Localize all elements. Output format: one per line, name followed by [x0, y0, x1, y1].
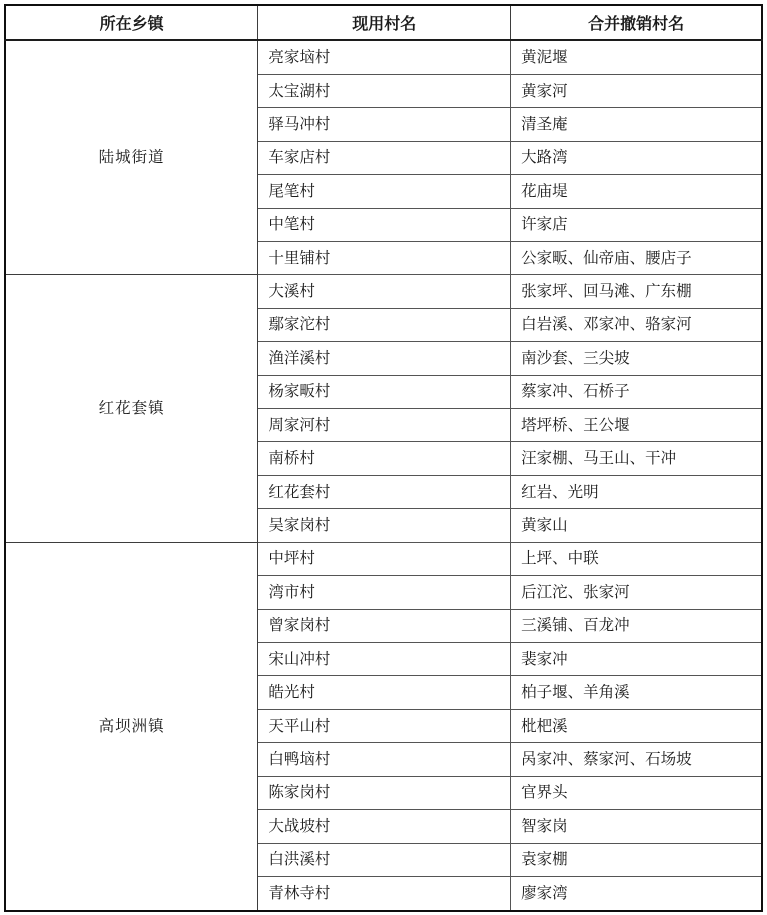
current-village-cell: 吴家岗村 [258, 509, 511, 542]
merged-villages-cell: 裴家冲 [511, 643, 762, 676]
current-village-cell: 天平山村 [258, 709, 511, 742]
merged-villages-cell: 智家岗 [511, 810, 762, 843]
current-village-cell: 中笔村 [258, 208, 511, 241]
merged-villages-cell: 黄家河 [511, 74, 762, 107]
merged-villages-cell: 黄家山 [511, 509, 762, 542]
current-village-cell: 尾笔村 [258, 175, 511, 208]
merged-villages-cell: 清圣庵 [511, 108, 762, 141]
merged-villages-cell: 塔坪桥、王公堰 [511, 409, 762, 442]
col-header-current-village: 现用村名 [258, 5, 511, 40]
merged-villages-cell: 公家畈、仙帝庙、腰店子 [511, 241, 762, 274]
merged-villages-cell: 蔡家冲、石桥子 [511, 375, 762, 408]
current-village-cell: 驿马冲村 [258, 108, 511, 141]
current-village-cell: 杨家畈村 [258, 375, 511, 408]
township-cell: 陆城街道 [5, 40, 258, 275]
merged-villages-cell: 上坪、中联 [511, 542, 762, 575]
merged-villages-cell: 黄泥堰 [511, 40, 762, 74]
current-village-cell: 白鸭垴村 [258, 743, 511, 776]
merged-villages-cell: 柏子堰、羊角溪 [511, 676, 762, 709]
current-village-cell: 大战坡村 [258, 810, 511, 843]
current-village-cell: 亮家垴村 [258, 40, 511, 74]
merged-villages-cell: 汪家棚、马王山、干冲 [511, 442, 762, 475]
merged-villages-cell: 呙家冲、蔡家河、石场坡 [511, 743, 762, 776]
merged-villages-cell: 袁家棚 [511, 843, 762, 876]
header-row [5, 5, 762, 40]
merged-villages-cell: 大路湾 [511, 141, 762, 174]
current-village-cell: 车家店村 [258, 141, 511, 174]
table-row [5, 40, 762, 74]
current-village-cell: 白洪溪村 [258, 843, 511, 876]
current-village-cell: 太宝湖村 [258, 74, 511, 107]
table-header [5, 5, 762, 40]
current-village-cell: 青林寺村 [258, 876, 511, 911]
current-village-cell: 十里铺村 [258, 241, 511, 274]
current-village-cell: 宋山冲村 [258, 643, 511, 676]
current-village-cell: 南桥村 [258, 442, 511, 475]
current-village-cell: 周家河村 [258, 409, 511, 442]
merged-villages-cell: 廖家湾 [511, 876, 762, 911]
merged-villages-cell: 张家坪、回马滩、广东棚 [511, 275, 762, 308]
township-cell: 红花套镇 [5, 275, 258, 542]
table-row [5, 542, 762, 575]
current-village-cell: 红花套村 [258, 475, 511, 508]
table-body [5, 40, 762, 911]
current-village-cell: 大溪村 [258, 275, 511, 308]
merged-villages-cell: 后江沱、张家河 [511, 576, 762, 609]
merged-villages-cell: 三溪铺、百龙冲 [511, 609, 762, 642]
table-row [5, 275, 762, 308]
current-village-cell: 皓光村 [258, 676, 511, 709]
merged-villages-cell: 南沙套、三尖坡 [511, 342, 762, 375]
merged-villages-cell: 枇杷溪 [511, 709, 762, 742]
current-village-cell: 鄢家沱村 [258, 308, 511, 341]
current-village-cell: 渔洋溪村 [258, 342, 511, 375]
merged-villages-cell: 许家店 [511, 208, 762, 241]
township-cell: 高坝洲镇 [5, 542, 258, 911]
current-village-cell: 曾家岗村 [258, 609, 511, 642]
current-village-cell: 陈家岗村 [258, 776, 511, 809]
current-village-cell: 湾市村 [258, 576, 511, 609]
col-header-township: 所在乡镇 [5, 5, 258, 40]
current-village-cell: 中坪村 [258, 542, 511, 575]
merged-villages-cell: 官界头 [511, 776, 762, 809]
col-header-merged-villages: 合并撤销村名 [511, 5, 762, 40]
merged-villages-cell: 花庙堤 [511, 175, 762, 208]
merged-villages-cell: 白岩溪、邓家冲、骆家河 [511, 308, 762, 341]
merged-villages-cell: 红岩、光明 [511, 475, 762, 508]
village-merge-table [4, 4, 763, 912]
